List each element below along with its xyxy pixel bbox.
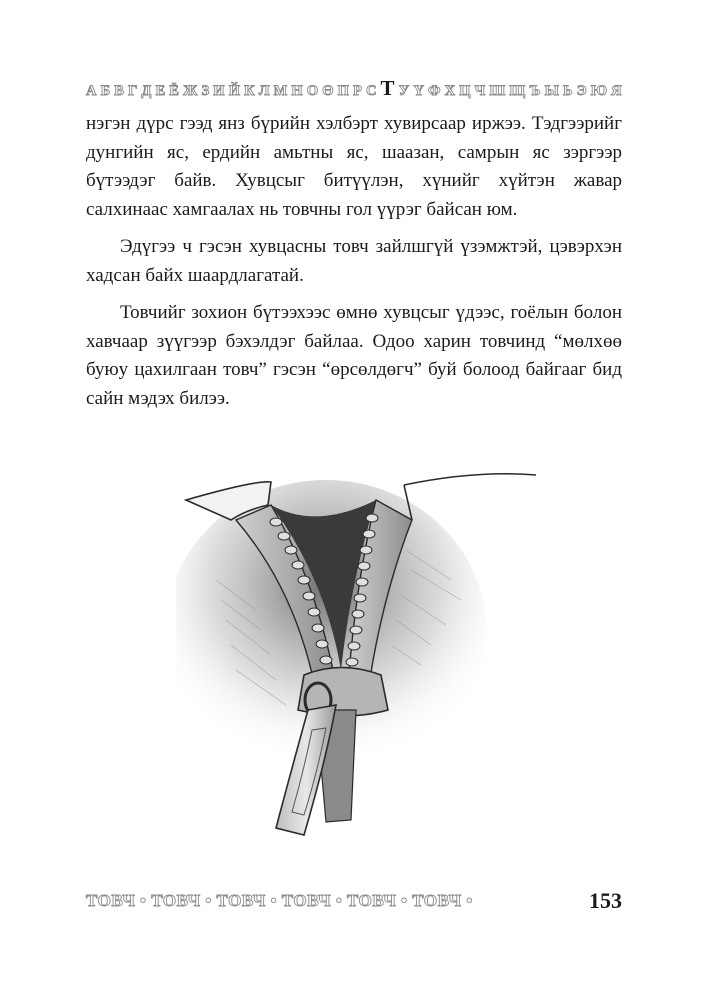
alphabet-letter: Э [576,82,587,99]
alphabet-letter: Ы [544,82,559,99]
alphabet-letter: Ж [183,82,198,99]
alphabet-letter: И [213,82,225,99]
alphabet-letter: А [86,82,97,99]
alphabet-letter: Л [258,82,270,99]
alphabet-letter: Й [228,82,240,99]
alphabet-letter: Ү [413,82,424,99]
alphabet-letter: У [398,82,410,99]
alphabet-letter: С [365,82,377,99]
alphabet-letter: П [337,82,349,99]
alphabet-letter: Я [611,82,622,99]
alphabet-letter: Д [141,82,152,99]
alphabet-letter: К [244,82,255,99]
body-paragraph: Товчийг зохион бүтээхээс өмнө хувцсыг үдээс, гоёлын болон хавчаар зүүгээр бэхэлдэг байлаа. Одоо харин товчинд “мөлхөө буюу цахилгаан товч” гэсэн “өрсөлдөгч” буй болоод байгааг бид сайн мэдэх билээ. [86,302,622,409]
alphabet-letter: Ю [590,82,608,99]
alphabet-letter: Ш [489,82,506,99]
alphabet-letter: Е [155,82,166,99]
alphabet-letter: Х [444,82,456,99]
alphabet-letter: Ц [459,82,471,99]
alphabet-letter: Ө [322,82,334,99]
page-number: 153 [589,888,622,913]
alphabet-letter: Ъ [529,82,541,99]
body-paragraph: Эдүгээ ч гэсэн хувцасны товч зайлшгүй үзэмжтэй, цэвэрхэн хадсан байх шаардлагатай. [86,236,622,286]
alphabet-letter: Ф [428,82,441,99]
zipper-illustration [176,460,546,840]
alphabet-letter: Р [352,82,362,99]
zipper-drawing [176,460,546,840]
alphabet-letter: В [114,82,124,99]
alphabet-header [86,76,622,98]
alphabet-letter: Ё [169,82,179,99]
body-paragraph: нэгэн дүрс гээд янз бүрийн хэлбэрт хувирсаар иржээ. Тэдгээрийг дунгийн яс, ердийн амьтны яс, шаазан, самрын яс зэргээр бүтээдэг байв. Хувцсыг битүүлэн, хүнийг хүйтэн жавар салхинаас хамгаалах нь товчны гол үүрэг байсан юм. [86,113,622,220]
alphabet-letter: Ч [474,82,486,99]
page-footer [86,886,622,916]
alphabet-letter: З [201,82,210,99]
body-text [86,110,622,422]
alphabet-letter: Н [291,82,303,99]
alphabet-letter: Щ [509,82,526,99]
alphabet-letter: Б [100,82,111,99]
running-title: ТОВЧ • ТОВЧ • ТОВЧ • ТОВЧ • ТОВЧ • ТОВЧ • [86,891,473,910]
alphabet-letter: Г [128,82,138,99]
alphabet-letter: М [273,82,288,99]
alphabet-letter: О [306,82,319,99]
alphabet-letter: Т [380,76,395,100]
alphabet-letter: Ь [563,82,573,99]
